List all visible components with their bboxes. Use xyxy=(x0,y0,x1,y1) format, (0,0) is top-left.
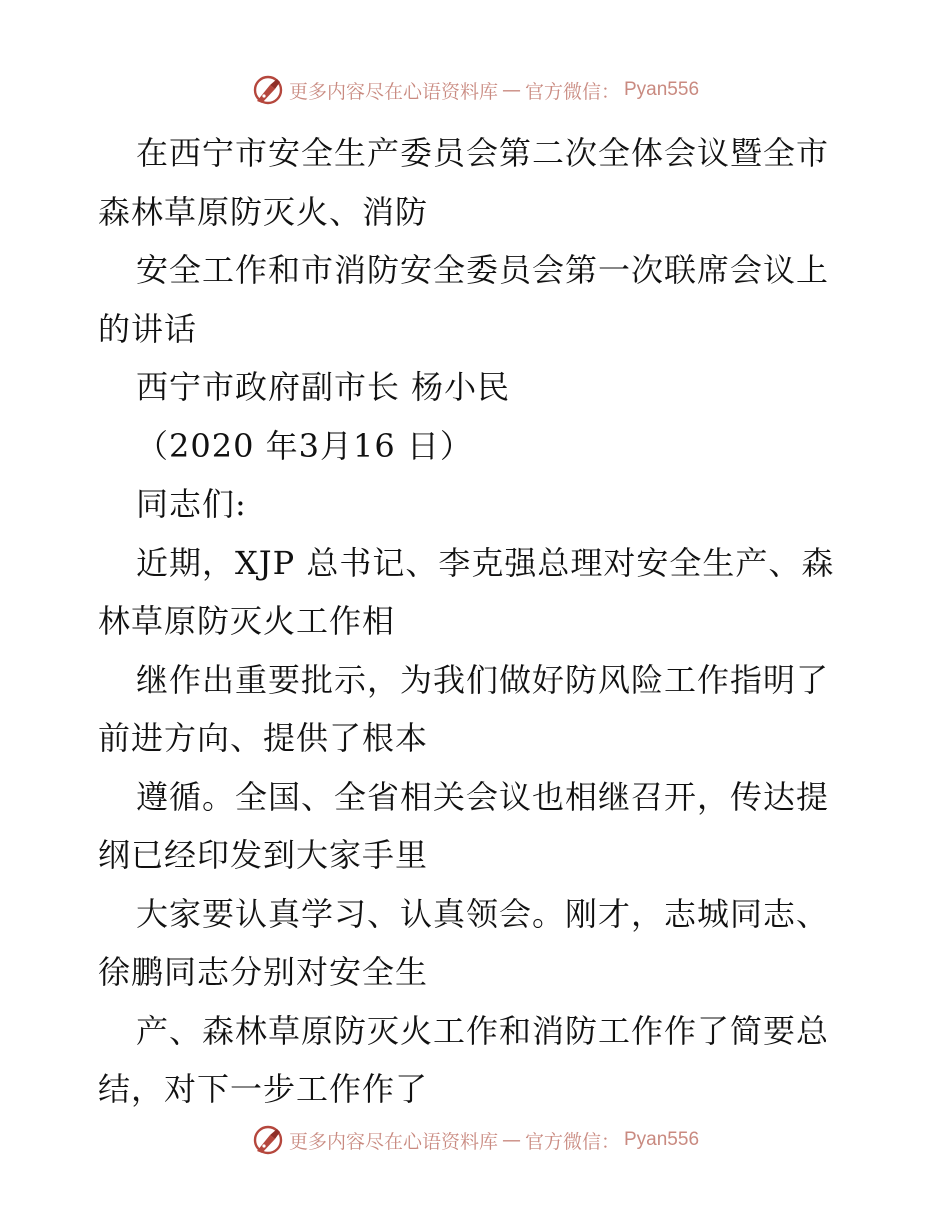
document-body xyxy=(98,124,858,1119)
body-paragraph: 大家要认真学习、认真领会。刚才，志城同志、徐鹏同志分别对安全生 xyxy=(98,894,830,991)
watermark-official-label: 官方微信： xyxy=(524,80,620,103)
watermark-dash: — xyxy=(501,79,521,101)
watermark-main-text: 更多内容尽在心语资料库 xyxy=(288,1130,498,1153)
salutation: 同志们: xyxy=(136,485,247,523)
body-paragraph: 遵循。全国、全省相关会议也相继召开，传达提纲已经印发到大家手里 xyxy=(98,777,830,874)
watermark-main-text: 更多内容尽在心语资料库 xyxy=(288,80,498,103)
watermark-official-label: 官方微信： xyxy=(524,1130,620,1153)
watermark-dash: — xyxy=(501,1129,521,1151)
body-paragraph: 产、森林草原防灭火工作和消防工作作了简要总结，对下一步工作作了 xyxy=(98,1011,830,1108)
speech-title-line-2: 安全工作和市消防安全委员会第一次联席会议上的讲话 xyxy=(98,251,830,348)
speech-title-line-1: 在西宁市安全生产委员会第二次全体会议暨全市森林草原防灭火、消防 xyxy=(98,134,830,231)
body-paragraph: 继作出重要批示，为我们做好防风险工作指明了前进方向、提供了根本 xyxy=(98,660,830,757)
pen-logo-icon xyxy=(251,73,285,107)
date-line: （2020 年3月16 日） xyxy=(136,426,473,465)
pen-logo-icon xyxy=(251,1123,285,1157)
watermark-footer xyxy=(0,1120,950,1160)
speaker-line: 西宁市政府副市长 杨小民 xyxy=(136,368,511,406)
watermark-wechat-id: Pyan556 xyxy=(624,1129,700,1150)
body-paragraph: 近期，XJP 总书记、李克强总理对安全生产、森林草原防灭火工作相 xyxy=(98,543,835,640)
watermark-wechat-id: Pyan556 xyxy=(624,79,700,100)
watermark-header xyxy=(0,70,950,110)
